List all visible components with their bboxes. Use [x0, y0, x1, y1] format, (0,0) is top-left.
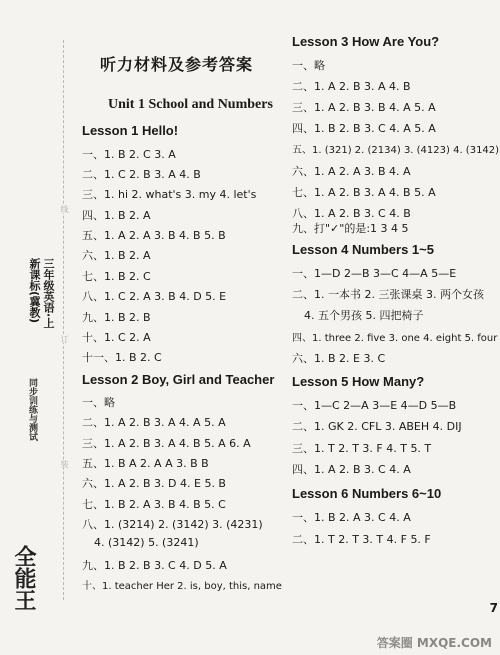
- answer-row: 4. (3142) 5. (3241): [94, 536, 199, 549]
- answer-row: 九、打"✓"的是:1 3 4 5: [292, 222, 409, 235]
- answer-row: 二、1. A 2. B 3. A 4. A 5. A: [82, 416, 226, 429]
- answer-row: 4. 五个男孩 5. 四把椅子: [304, 309, 424, 322]
- answer-row: 六、1. A 2. B 3. D 4. E 5. B: [82, 477, 226, 490]
- answer-row: 四、1. A 2. B 3. C 4. A: [292, 463, 411, 476]
- answer-row: 十、1. C 2. A: [82, 331, 151, 344]
- answer-row: 一、1. B 2. C 3. A: [82, 148, 176, 161]
- answer-row: 一、1—D 2—B 3—C 4—A 5—E: [292, 267, 457, 280]
- answer-row: 一、1—C 2—A 3—E 4—D 5—B: [292, 399, 457, 412]
- answer-row: 三、1. hi 2. what's 3. my 4. let's: [82, 188, 257, 201]
- answer-row: 六、1. A 2. A 3. B 4. A: [292, 165, 411, 178]
- answer-row: 八、1. C 2. A 3. B 4. D 5. E: [82, 290, 227, 303]
- answer-row: 四、1. B 2. A: [82, 209, 151, 222]
- brand-logo: 全能王: [11, 545, 36, 611]
- answer-row: 七、1. B 2. C: [82, 270, 151, 283]
- lesson-6-title: Lesson 6 Numbers 6~10: [292, 486, 442, 501]
- answer-row: 四、1. B 2. B 3. C 4. A 5. A: [292, 122, 436, 135]
- answer-row: 二、1. A 2. B 3. A 4. B: [292, 80, 411, 93]
- answer-row: 三、1. T 2. T 3. F 4. T 5. T: [292, 442, 432, 455]
- answer-row: 一、略: [292, 59, 325, 72]
- grade-label: 三年级英语·上: [42, 258, 55, 329]
- lesson-2-title: Lesson 2 Boy, Girl and Teacher: [82, 372, 275, 387]
- lesson-4-title: Lesson 4 Numbers 1~5: [292, 242, 434, 257]
- answer-row: 二、1. GK 2. CFL 3. ABEH 4. DIJ: [292, 420, 462, 433]
- answer-row: 二、1. C 2. B 3. A 4. B: [82, 168, 201, 181]
- answer-row: 九、1. B 2. B 3. C 4. D 5. A: [82, 559, 227, 572]
- answer-row: 五、1. B A 2. A A 3. B B: [82, 457, 209, 470]
- answer-row: 七、1. B 2. A 3. B 4. B 5. C: [82, 498, 226, 511]
- answer-row: 八、1. A 2. B 3. C 4. B: [292, 207, 411, 220]
- cut-line: [63, 40, 64, 600]
- lesson-1-title: Lesson 1 Hello!: [82, 123, 179, 138]
- cut-mark-line: 线: [60, 205, 69, 213]
- edition-label: 新课标(冀教): [28, 258, 41, 324]
- answer-row: 一、略: [82, 396, 115, 409]
- answer-row: 十、1. teacher Her 2. is, boy, this, name: [82, 581, 282, 592]
- page-title: 听力材料及参考答案: [100, 55, 254, 74]
- answer-row: 三、1. A 2. B 3. A 4. B 5. A 6. A: [82, 437, 251, 450]
- answer-row: 二、1. T 2. T 3. T 4. F 5. F: [292, 533, 431, 546]
- answer-row: 六、1. B 2. E 3. C: [292, 352, 386, 365]
- answer-row: 十一、1. B 2. C: [82, 351, 162, 364]
- answer-row: 一、1. B 2. A 3. C 4. A: [292, 511, 411, 524]
- cut-mark-bind: 订: [60, 335, 69, 343]
- page-number: 7: [489, 601, 498, 615]
- answer-row: 三、1. A 2. B 3. B 4. A 5. A: [292, 101, 436, 114]
- lesson-5-title: Lesson 5 How Many?: [292, 374, 425, 389]
- watermark-text: 答案圈 MXQE.COM: [376, 636, 492, 650]
- answer-row: 七、1. A 2. B 3. A 4. B 5. A: [292, 186, 436, 199]
- unit-title: Unit 1 School and Numbers: [108, 97, 273, 112]
- brand-subtitle: 同步训练与测试: [27, 378, 37, 441]
- book-sidebar: [0, 0, 58, 655]
- answer-row: 四、1. three 2. five 3. one 4. eight 5. four: [292, 333, 498, 344]
- answer-row: 六、1. B 2. A: [82, 249, 151, 262]
- answer-row: 八、1. (3214) 2. (3142) 3. (4231): [82, 518, 263, 531]
- answer-row: 五、1. (321) 2. (2134) 3. (4123) 4. (3142): [292, 145, 500, 156]
- answer-row: 二、1. 一本书 2. 三张课桌 3. 两个女孩: [292, 288, 484, 301]
- answer-row: 五、1. A 2. A 3. B 4. B 5. B: [82, 229, 226, 242]
- lesson-3-title: Lesson 3 How Are You?: [292, 34, 440, 49]
- cut-mark-install: 装: [60, 460, 69, 468]
- answer-row: 九、1. B 2. B: [82, 311, 151, 324]
